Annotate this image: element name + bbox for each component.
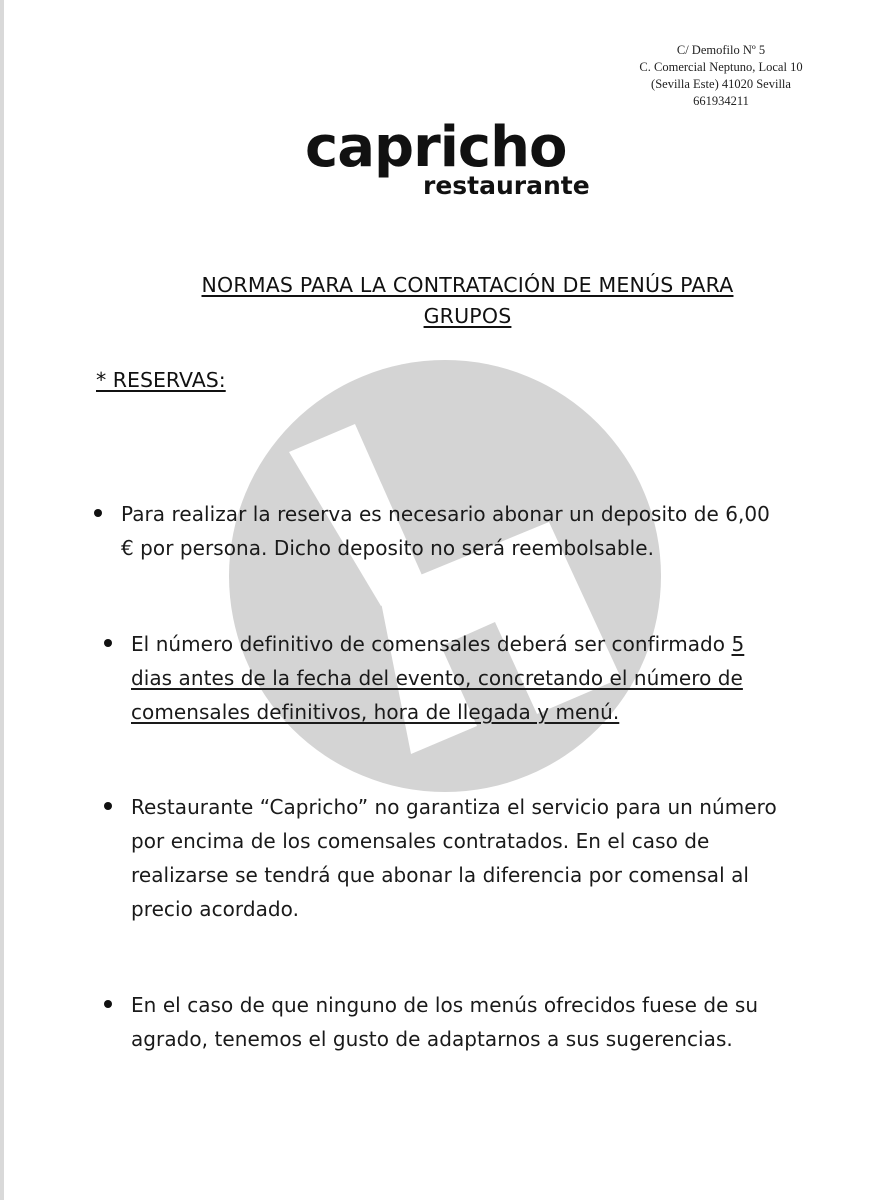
bullet-dot-icon: [104, 1000, 112, 1008]
list-item-line: En el caso de que ninguno de los menús ofrecidos fuese de su: [131, 993, 759, 1017]
list-item-text: El número definitivo de comensales deberá ser confirmado: [131, 632, 732, 656]
list-item-line: Para realizar la reserva es necesario abonar un deposito de 6,00: [121, 502, 770, 526]
page-title-line2: GRUPOS: [423, 304, 512, 328]
list-item-line: agrado, tenemos el gusto de adaptarnos a sus sugerencias.: [131, 1027, 733, 1051]
list-item-line: Restaurante “Capricho” no garantiza el servicio para un número: [131, 795, 777, 819]
list-item-underlined: 5: [731, 632, 745, 656]
section-heading-reservas: * RESERVAS:: [96, 368, 226, 392]
list-item-underlined: dias antes de la fecha del evento, concretando el número de: [131, 666, 743, 690]
address-phone: 661934211: [693, 94, 749, 108]
page-title-line1: NORMAS PARA LA CONTRATACIÓN DE MENÚS PARA: [201, 273, 734, 297]
address-center: C. Comercial Neptuno, Local 10: [639, 60, 803, 74]
logo-wordmark: capricho: [305, 118, 567, 180]
list-item-line: € por persona. Dicho deposito no será reembolsable.: [121, 536, 655, 560]
bullet-dot-icon: [94, 509, 102, 517]
page-title: [140, 270, 795, 332]
bullet-dot-icon: [104, 802, 112, 810]
list-item-line: por encima de los comensales contratados. En el caso de: [131, 829, 710, 853]
list-item-line: [131, 627, 744, 661]
logo-subtitle: restaurante: [423, 171, 590, 200]
list-item: [131, 627, 744, 729]
capricho-logo: [305, 118, 595, 200]
address-city: (Sevilla Este) 41020 Sevilla: [651, 77, 791, 91]
list-item-line: precio acordado.: [131, 897, 299, 921]
list-item-line: realizarse se tendrá que abonar la diferencia por comensal al: [131, 863, 750, 887]
bullet-dot-icon: [104, 639, 112, 647]
list-item: [131, 988, 758, 1056]
list-item: [121, 497, 770, 565]
list-item-underlined: comensales definitivos, hora de llegada y menú.: [131, 700, 620, 724]
page-edge: [0, 0, 4, 1200]
address-block: [591, 42, 851, 110]
address-street: C/ Demofilo Nº 5: [676, 43, 766, 57]
list-item: [131, 790, 777, 926]
